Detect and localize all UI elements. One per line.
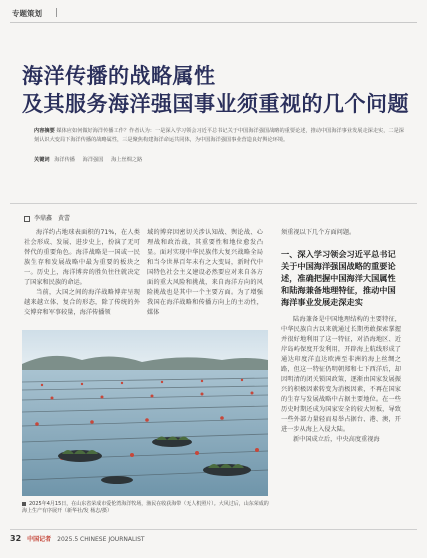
paragraph: 当前，大国之间的海洋战略博弈呈现越来越立体、复合的形态，除了传统的外交博弈和军事较量，海洋传播领	[24, 289, 140, 316]
body-column-3-intro	[281, 228, 401, 238]
keywords	[34, 156, 148, 163]
magazine-brand: 中国记者	[27, 536, 52, 543]
body-column-2	[147, 228, 263, 318]
page-number: 32	[10, 534, 22, 543]
keyword: 海洋传播	[54, 157, 75, 163]
section-heading: 一、深入学习领会习近平总书记关于中国海洋强国战略的重要论述，准确把握中国海洋大国属性和陆海兼备地理特征，推动中国海洋事业发展走深走实	[281, 249, 396, 307]
photo-caption	[22, 501, 270, 515]
square-marker-icon	[22, 502, 26, 506]
paragraph: 海洋约占地球表面积的71%，在人类社会形成、发展、进步史上，扮演了无可替代的重要角色。海洋战略是一国或一民族生存和发展战略中最为重要的板块之一。历史上，海洋博弈的胜负往往就决定了国家和民族的命运。	[24, 229, 140, 286]
footer	[10, 534, 145, 543]
header-divider	[56, 8, 57, 17]
authors	[24, 213, 70, 222]
paragraph: 新中国成立后，中央高度重视海	[293, 436, 380, 443]
body-column-3	[281, 315, 401, 445]
section-rule	[10, 203, 417, 204]
photo-illustration	[22, 330, 268, 496]
abstract-text: 媒体应如何做好海洋传播工作？作者认为：一是深入学习领会习近平总书记关于中国海洋强国战略的重要论述，推动中国海洋事业发展走深走实，二是深刻认识大变局下海洋传播的战略属性，三是聚焦构建海洋命运共同体，为中国海洋强国事业营造良好舆论环境。	[34, 128, 404, 143]
section-label: 专题策划	[12, 9, 42, 18]
paragraph: 域的博弈因密切关涉认知战、舆论战、心理战和政治战，其重要性和地位愈发凸显。面对实现中华民族伟大复兴战略全局和当今世界百年未有之大变局，新时代中国特色社会主义建设必然要应对来自各方面的重大风险和挑战，来自海洋方向的风险挑战也是其中一个主要方面。为了增强我国在海洋战略和传播方向上的主动性，媒体	[147, 229, 263, 316]
author-names: 李鼎鑫 黄蕾	[34, 215, 71, 222]
keyword: 海上丝绸之路	[111, 157, 143, 163]
kelp-farm-photo	[22, 330, 268, 496]
abstract-label: 内容摘要	[34, 128, 55, 134]
caption-text: 2025年4月15日，在山东省荣成市爱伦湾海洋牧场，渔民在收获海带（无人机照片）。大风过后，山东荣成的海上生产有序展开（新华社/发 杨志/摄）	[22, 501, 269, 514]
body-column-1	[24, 228, 140, 318]
paragraph: 须重视以下几个方面问题。	[281, 229, 356, 236]
paragraph: 陆海兼备是中国地理结构的主要特征，中华民族自古以来就通过长期勇敢探索掌握并很好地利用了这一特征，对沿海地区、近岸岛屿保度开发利用，开辟海上航线形成了通达印度洋直达欧洲至非洲的海上丝绸之路，但这一特征仍明朝郑和七下西洋后，却因明清的闭关锁国政策，逐渐由国家发展振兴的积极因素转变为消极因素，不再在国家的生存与发展战略中占据主要地位。在一些历史时期还成为国家安全的较大短板，导致一些外部力量轻而易举占据台、港、澳，开进一步从海上入侵大陆。	[281, 316, 401, 433]
keyword: 海洋强国	[82, 157, 104, 163]
article-title-line-2: 及其服务海洋强国事业须重视的几个问题	[22, 91, 409, 116]
header-rule	[10, 22, 417, 23]
article-title-line-1: 海洋传播的战略属性	[22, 63, 216, 88]
keywords-label: 关键词	[34, 157, 50, 163]
footer-rule	[10, 529, 417, 530]
square-marker-icon	[24, 216, 30, 222]
issue-label: 2025.5 CHINESE JOURNALIST	[57, 536, 145, 543]
abstract	[34, 127, 404, 144]
